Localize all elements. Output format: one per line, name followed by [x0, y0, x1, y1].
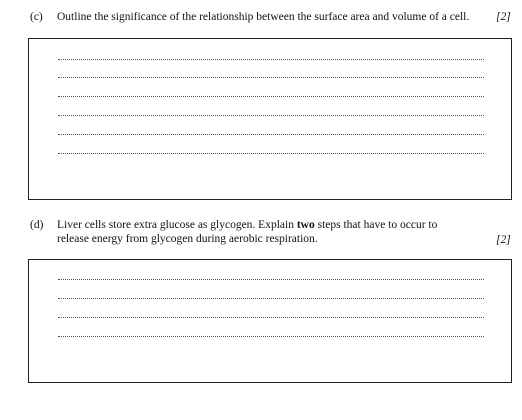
question-c-marks: [2]: [496, 11, 511, 23]
question-d-line1: [57, 218, 487, 232]
answer-box-c[interactable]: [28, 38, 512, 200]
question-d-text-bold: two: [296, 219, 315, 231]
answer-box-d[interactable]: [28, 259, 512, 383]
answer-line: [58, 279, 484, 280]
question-d-line2: release energy from glycogen during aerobic respiration.: [57, 233, 318, 245]
question-d-text: [57, 218, 487, 246]
question-c-text: Outline the significance of the relationship between the surface area and volume of a cell.: [57, 11, 470, 23]
question-c-label: (c): [30, 11, 43, 23]
question-d-label: (d): [30, 219, 44, 231]
question-d-text-part2: steps that have to occur to: [314, 219, 438, 231]
answer-line: [58, 134, 484, 135]
question-d-marks: [2]: [496, 234, 511, 246]
answer-line: [58, 317, 484, 318]
question-d-text-part1: Liver cells store extra glucose as glycogen. Explain: [57, 219, 297, 231]
answer-line: [58, 96, 484, 97]
answer-line: [58, 59, 484, 60]
answer-line: [58, 336, 484, 337]
answer-line: [58, 153, 484, 154]
answer-line: [58, 298, 484, 299]
answer-line: [58, 77, 484, 78]
answer-line: [58, 115, 484, 116]
